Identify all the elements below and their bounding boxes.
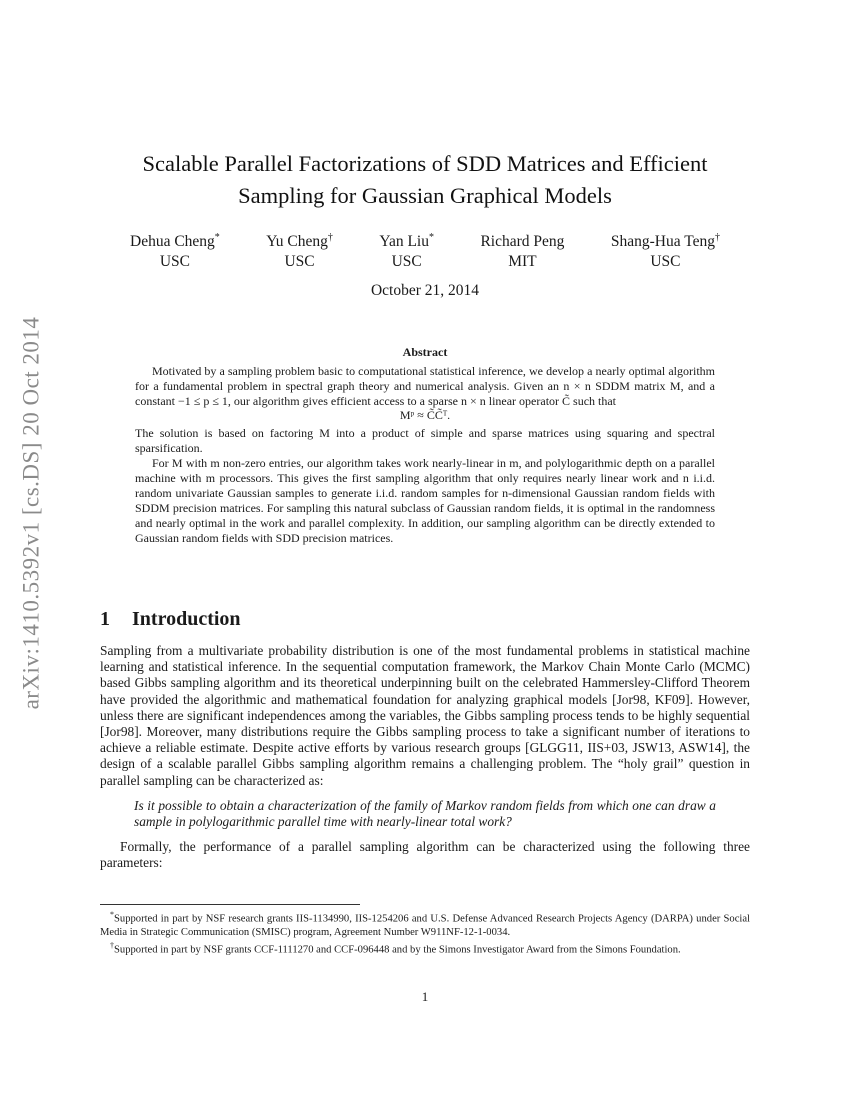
- footnotes: [100, 908, 750, 956]
- author-affiliation: USC: [284, 253, 315, 271]
- section-heading: [100, 608, 241, 631]
- section-title: Introduction: [132, 608, 241, 630]
- abstract-paragraph-1: Motivated by a sampling problem basic to computational statistical inference, we develop a nearly optimal algorithm for a fundamental problem in spectral graph theory and numerical analysis. Given an n × n SDDM matrix M, and a constant −1 ≤ p ≤ 1, our algorithm gives efficient access to a sparse n × n linear operator C̃ such that: [135, 364, 715, 408]
- introduction-body: [100, 643, 750, 872]
- author-list: [100, 228, 750, 272]
- author-affiliation: USC: [391, 253, 422, 271]
- paper-title-line-2: Sampling for Gaussian Graphical Models: [238, 183, 612, 208]
- author-block: [130, 228, 220, 272]
- author-block: [480, 228, 564, 272]
- author-affiliation: MIT: [508, 253, 537, 271]
- intro-paragraph-2: Formally, the performance of a parallel sampling algorithm can be characterized using the following three parameters:: [100, 839, 750, 871]
- abstract-paragraph-2: The solution is based on factoring M into a product of simple and sparse matrices using squaring and spectral sparsification.: [135, 426, 715, 455]
- author-name: Yan Liu: [379, 233, 429, 251]
- author-affiliation: USC: [650, 253, 681, 271]
- author-name: Shang-Hua Teng: [610, 233, 715, 251]
- section-number: 1: [100, 608, 110, 630]
- author-footnote-mark: *: [214, 232, 220, 243]
- footnote-mark: †: [110, 940, 114, 950]
- abstract-paragraph-3: For M with m non-zero entries, our algorithm takes work nearly-linear in m, and polylogarithmic depth on a parallel machine with m processors. This gives the first sampling algorithm that only requires nearly linear work and n i.i.d. random univariate Gaussian samples to generate i.i.d. random samples for n-dimensional Gaussian random fields with SDDM precision matrices. For sampling this natural subclass of Gaussian random fields, it is optimal in the randomness and nearly optimal in the work and parallel complexity. In addition, our sampling algorithm can be directly extended to Gaussian random fields with SDD precision matrices.: [135, 456, 715, 545]
- paper-title: [100, 148, 750, 212]
- arxiv-sidebar-stamp: [14, 278, 48, 748]
- abstract-equation: Mᵖ ≈ C̃C̃ᵀ.: [399, 408, 451, 422]
- intro-paragraph-1: Sampling from a multivariate probability distribution is one of the most fundamental problems in statistical machine learning and statistical inference. In the sequential computation framework, the Markov Chain Monte Carlo (MCMC) based Gibbs sampling algorithm and its theoretical underpinning built on the celebrated Hammersley-Clifford Theorem have provided the algorithmic and mathematical foundation for analyzing graphical models [Jor98, KF09]. However, unless there are significant independences among the variables, the Gibbs sampling process tends to be highly sequential [Jor98]. Moreover, many distributions require the Gibbs sampling process to take a significant number of iterations to achieve a reliable estimate. Despite active efforts by various research groups [GLGG11, IIS+03, JSW13, ASW14], the design of a scalable parallel Gibbs sampling algorithm remains a challenging problem. The “holy grail” question in parallel sampling can be characterized as:: [100, 643, 750, 788]
- author-footnote-mark: *: [428, 232, 434, 243]
- author-footnote-mark: †: [327, 232, 333, 243]
- footnote-text: Supported in part by NSF research grants IIS-1134990, IIS-1254206 and U.S. Defense Advanced Research Projects Agency (DARPA) under Social Media in Strategic Communication (SMISC) program, Agreement Number W911NF-12-1-0034.: [100, 913, 750, 938]
- paper-date: October 21, 2014: [370, 282, 480, 299]
- author-name: Richard Peng: [480, 233, 565, 251]
- abstract-heading: Abstract: [402, 345, 448, 359]
- author-name: Dehua Cheng: [130, 233, 215, 251]
- footnote-mark: *: [110, 910, 114, 919]
- footnote: [100, 908, 750, 939]
- arxiv-identifier: arXiv:1410.5392v1 [cs.DS] 20 Oct 2014: [18, 316, 44, 710]
- abstract: [135, 345, 715, 546]
- footnote: [100, 939, 750, 957]
- author-footnote-mark: †: [714, 232, 720, 243]
- author-block: [379, 228, 434, 272]
- author-block: [611, 228, 720, 272]
- page-number: 1: [421, 989, 429, 1004]
- footnote-text: Supported in part by NSF grants CCF-1111270 and CCF-096448 and by the Simons Investigator Award from the Simons Foundation.: [114, 944, 681, 956]
- footnote-divider: [100, 904, 360, 905]
- author-name: Yu Cheng: [266, 233, 328, 251]
- author-affiliation: USC: [159, 253, 190, 271]
- author-block: [266, 228, 333, 272]
- paper-title-line-1: Scalable Parallel Factorizations of SDD Matrices and Efficient: [142, 151, 708, 176]
- intro-question-quote: Is it possible to obtain a characterization of the family of Markov random fields from which one can draw a sample in polylogarithmic parallel time with nearly-linear total work?: [134, 797, 716, 830]
